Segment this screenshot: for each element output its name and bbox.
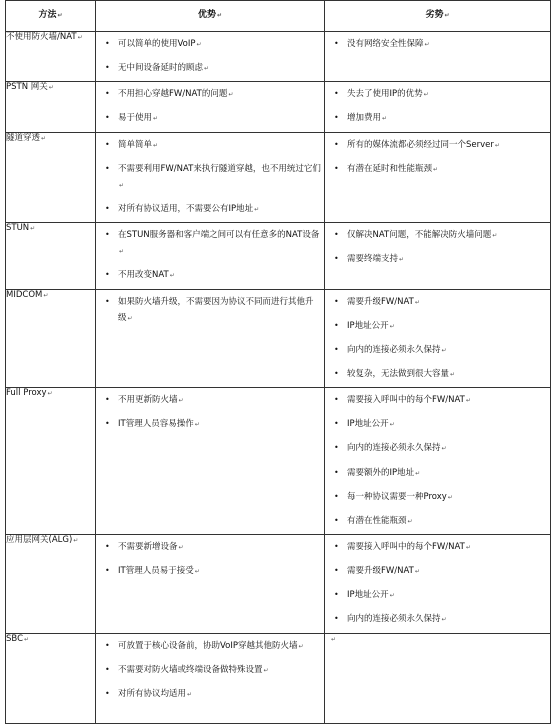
method-cell: SBC↵ <box>6 633 96 723</box>
list-item-text: IP地址公开 <box>347 590 389 601</box>
pros-cell <box>96 633 325 723</box>
list-item: • 每一种协议需要一种Proxy↵ <box>325 489 547 505</box>
bullet-icon: • <box>105 89 110 99</box>
bullet-icon: • <box>334 230 339 240</box>
bullet-icon: • <box>334 590 339 600</box>
list-item-text: 需要额外的IP地址 <box>347 467 415 478</box>
bullet-icon: • <box>334 515 339 525</box>
list-item: • 不用改变NAT↵ <box>96 267 321 283</box>
list-item-text: 可以简单的使用VoIP <box>118 39 196 49</box>
pros-list <box>96 290 324 331</box>
method-label: STUN <box>6 223 30 234</box>
table-row <box>6 132 551 223</box>
bullet-icon: • <box>105 270 110 280</box>
header-pros: 优势↵ <box>96 1 325 32</box>
pros-list <box>96 535 324 584</box>
list-item: • 需要额外的IP地址↵ <box>325 465 547 481</box>
list-item-text: 如果防火墙升级，不需要因为协议不同而进行其他升级 <box>118 296 314 323</box>
list-item-text: 易于使用 <box>118 113 153 124</box>
list-item: • 可以简单的使用VoIP↵ <box>96 36 321 52</box>
list-item: • IP地址公开↵ <box>325 416 547 432</box>
list-item: • 所有的媒体流都必须经过同一个Server↵ <box>325 137 547 153</box>
bullet-icon: • <box>334 163 339 173</box>
method-cell: STUN↵ <box>6 223 96 289</box>
list-item-text: 仅解决NAT问题，不能解决防火墙问题 <box>347 230 492 241</box>
method-label: MIDCOM <box>6 289 43 300</box>
bullet-icon: • <box>334 320 339 330</box>
method-label: 应用层网关(ALG) <box>6 534 73 545</box>
bullet-icon: • <box>105 203 110 213</box>
header-method: 方法↵ <box>6 1 96 32</box>
table-row <box>6 32 551 82</box>
method-label: 不使用防火墙/NAT <box>6 32 77 42</box>
list-item: • 不需要对防火墙或终端设备做特殊设置↵ <box>96 662 321 678</box>
bullet-icon: • <box>105 230 110 240</box>
method-cell: MIDCOM↵ <box>6 289 96 388</box>
list-item: • IT管理人员容易操作↵ <box>96 416 321 432</box>
list-item: • 简单简单↵ <box>96 137 321 153</box>
list-item-text: 对所有协议均适用 <box>118 688 187 699</box>
list-item: • 需要升级FW/NAT↵ <box>325 563 547 579</box>
pros-list <box>96 82 324 131</box>
list-item-text: IT管理人员容易操作 <box>118 419 194 430</box>
list-item: • 向内的连接必须永久保持↵ <box>325 440 547 456</box>
pros-list <box>96 388 324 437</box>
list-item-text: 可放置于核心设备前，协助VoIP穿越其他防火墙 <box>118 640 298 651</box>
list-item-text: IP地址公开 <box>347 320 389 331</box>
list-item: • 有潜在性能瓶颈↵ <box>325 513 547 529</box>
bullet-icon: • <box>105 163 110 173</box>
bullet-icon: • <box>105 63 110 73</box>
cons-list <box>325 290 550 388</box>
list-item: • 无中间设备延时的顾虑↵ <box>96 60 321 76</box>
list-item: • 向内的连接必须永久保持↵ <box>325 611 547 627</box>
list-item-text: 需要升级FW/NAT <box>347 566 414 577</box>
list-item: • 需要接入呼叫中的每个FW/NAT↵ <box>325 392 547 408</box>
cons-cell <box>325 388 551 535</box>
cons-list <box>325 32 550 57</box>
list-item-text: 有潜在延时和性能瓶颈 <box>347 163 433 174</box>
list-item-text: 不需要利用FW/NAT来执行隧道穿越，也不用统过它们 <box>118 163 321 174</box>
pros-cell <box>96 223 325 289</box>
list-item-text: 向内的连接必须永久保持 <box>347 344 441 355</box>
table-body <box>6 32 551 724</box>
cons-list <box>325 388 550 534</box>
pros-cell <box>96 289 325 388</box>
table-row <box>6 289 551 388</box>
method-cell: 隧道穿透↵ <box>6 132 96 223</box>
pros-list <box>96 634 324 707</box>
pros-list <box>96 223 324 288</box>
list-item-text: 每一种协议需要一种Proxy <box>347 491 447 502</box>
bullet-icon: • <box>334 254 339 264</box>
pros-list <box>96 133 324 223</box>
list-item: • 增加费用↵ <box>325 110 547 126</box>
bullet-icon: • <box>334 344 339 354</box>
list-item-text: 不用担心穿越FW/NAT的问题 <box>118 89 228 100</box>
list-item-text: 所有的媒体流都必须经过同一个Server <box>347 139 494 150</box>
list-item-text: 增加费用 <box>347 113 382 124</box>
pros-cell <box>96 534 325 633</box>
cons-list <box>325 133 550 182</box>
bullet-icon: • <box>105 688 110 698</box>
pros-cell <box>96 32 325 82</box>
list-item-text: 简单简单 <box>118 139 153 150</box>
method-label: SBC <box>6 633 24 644</box>
list-item-text: 需要接入呼叫中的每个FW/NAT <box>347 395 465 406</box>
list-item-text: IT管理人员易于接受 <box>118 566 194 577</box>
list-item-text: 需要接入呼叫中的每个FW/NAT <box>347 541 465 552</box>
table-row <box>6 633 551 723</box>
cons-list <box>325 82 550 131</box>
list-item: • 较复杂，无法做到很大容量↵ <box>325 366 547 382</box>
bullet-icon: • <box>105 296 110 306</box>
bullet-icon: • <box>105 664 110 674</box>
bullet-icon: • <box>105 395 110 405</box>
cons-cell <box>325 32 551 82</box>
bullet-icon: • <box>334 541 339 551</box>
method-cell: Full Proxy↵ <box>6 388 96 535</box>
method-cell: 不使用防火墙/NAT↵ <box>6 32 96 82</box>
table-row <box>6 534 551 633</box>
method-cell: PSTN 网关↵ <box>6 82 96 132</box>
list-item: • 失去了使用IP的优势↵ <box>325 86 547 102</box>
list-item: • 如果防火墙升级，不需要因为协议不同而进行其他升级↵ <box>96 294 321 326</box>
list-item: • 需要终端支持↵ <box>325 251 547 267</box>
list-item: • 需要接入呼叫中的每个FW/NAT↵ <box>325 539 547 555</box>
bullet-icon: • <box>334 566 339 576</box>
bullet-icon: • <box>105 113 110 123</box>
bullet-icon: • <box>105 566 110 576</box>
list-item-text: 对所有协议适用，不需要公有IP地址 <box>118 203 254 214</box>
list-item-text: 失去了使用IP的优势 <box>347 89 423 100</box>
list-item: • 易于使用↵ <box>96 110 321 126</box>
bullet-icon: • <box>334 113 339 123</box>
cons-cell <box>325 289 551 388</box>
bullet-icon: • <box>334 395 339 405</box>
cons-cell <box>325 223 551 289</box>
bullet-icon: • <box>334 467 339 477</box>
cons-list <box>325 223 550 272</box>
cons-cell <box>325 132 551 223</box>
list-item: • 不需要利用FW/NAT来执行隧道穿越，也不用统过它们↵ <box>96 161 321 193</box>
list-item: • IT管理人员易于接受↵ <box>96 563 321 579</box>
list-item: • 不需要新增设备↵ <box>96 539 321 555</box>
list-item: • 没有网络安全性保障↵ <box>325 36 547 52</box>
list-item: • 仅解决NAT问题，不能解决防火墙问题↵ <box>325 227 547 243</box>
list-item-text: 较复杂，无法做到很大容量 <box>347 368 450 379</box>
pros-list <box>96 32 324 81</box>
list-item-text: 不用改变NAT <box>118 270 169 281</box>
list-item: • 有潜在延时和性能瓶颈↵ <box>325 161 547 177</box>
bullet-icon: • <box>105 640 110 650</box>
list-item-text: 不需要对防火墙或终端设备做特殊设置 <box>118 664 263 675</box>
list-item: • 不用担心穿越FW/NAT的问题↵ <box>96 86 321 102</box>
method-cell: 应用层网关(ALG)↵ <box>6 534 96 633</box>
method-label: Full Proxy <box>6 388 47 399</box>
list-item: • 对所有协议适用，不需要公有IP地址↵ <box>96 201 321 217</box>
list-item-text: 不用更新防火墙 <box>118 395 178 406</box>
list-item-text: 需要终端支持 <box>347 254 399 265</box>
bullet-icon: • <box>334 368 339 378</box>
list-item-text: 需要升级FW/NAT <box>347 296 414 307</box>
list-item: • 在STUN服务器和客户端之间可以有任意多的NAT设备↵ <box>96 227 321 259</box>
list-item-text: 没有网络安全性保障 <box>347 39 424 49</box>
list-item: • 不用更新防火墙↵ <box>96 392 321 408</box>
list-item-text: 向内的连接必须永久保持 <box>347 443 441 454</box>
pros-cell <box>96 388 325 535</box>
bullet-icon: • <box>334 614 339 624</box>
list-item-text: 在STUN服务器和客户端之间可以有任意多的NAT设备 <box>118 230 320 241</box>
table-row <box>6 388 551 535</box>
pros-cell <box>96 82 325 132</box>
bullet-icon: • <box>105 39 110 48</box>
table-row <box>6 82 551 132</box>
method-label: PSTN 网关 <box>6 82 48 93</box>
bullet-icon: • <box>334 89 339 99</box>
cons-cell <box>325 534 551 633</box>
comparison-table <box>5 0 551 724</box>
bullet-icon: • <box>334 419 339 429</box>
bullet-icon: • <box>105 139 110 149</box>
bullet-icon: • <box>334 139 339 149</box>
table-header-row <box>6 1 551 32</box>
list-item-text: 不需要新增设备 <box>118 541 178 552</box>
method-label: 隧道穿透 <box>6 132 41 143</box>
list-item: • IP地址公开↵ <box>325 587 547 603</box>
list-item-text: IP地址公开 <box>347 419 389 430</box>
list-item: • 可放置于核心设备前，协助VoIP穿越其他防火墙↵ <box>96 638 321 654</box>
list-item: • 需要升级FW/NAT↵ <box>325 294 547 310</box>
cons-list <box>325 535 550 633</box>
cons-cell: ↵ <box>325 633 551 723</box>
bullet-icon: • <box>334 296 339 306</box>
table-row <box>6 223 551 289</box>
bullet-icon: • <box>334 39 339 48</box>
bullet-icon: • <box>334 491 339 501</box>
list-item-text: 无中间设备延时的顾虑 <box>118 63 204 74</box>
cons-cell <box>325 82 551 132</box>
bullet-icon: • <box>334 443 339 453</box>
header-cons: 劣势↵ <box>325 1 551 32</box>
list-item: • 向内的连接必须永久保持↵ <box>325 342 547 358</box>
bullet-icon: • <box>105 419 110 429</box>
list-item: • IP地址公开↵ <box>325 318 547 334</box>
bullet-icon: • <box>105 541 110 551</box>
pros-cell <box>96 132 325 223</box>
list-item: • 对所有协议均适用↵ <box>96 686 321 702</box>
list-item-text: 有潜在性能瓶颈 <box>347 515 407 526</box>
list-item-text: 向内的连接必须永久保持 <box>347 614 441 625</box>
